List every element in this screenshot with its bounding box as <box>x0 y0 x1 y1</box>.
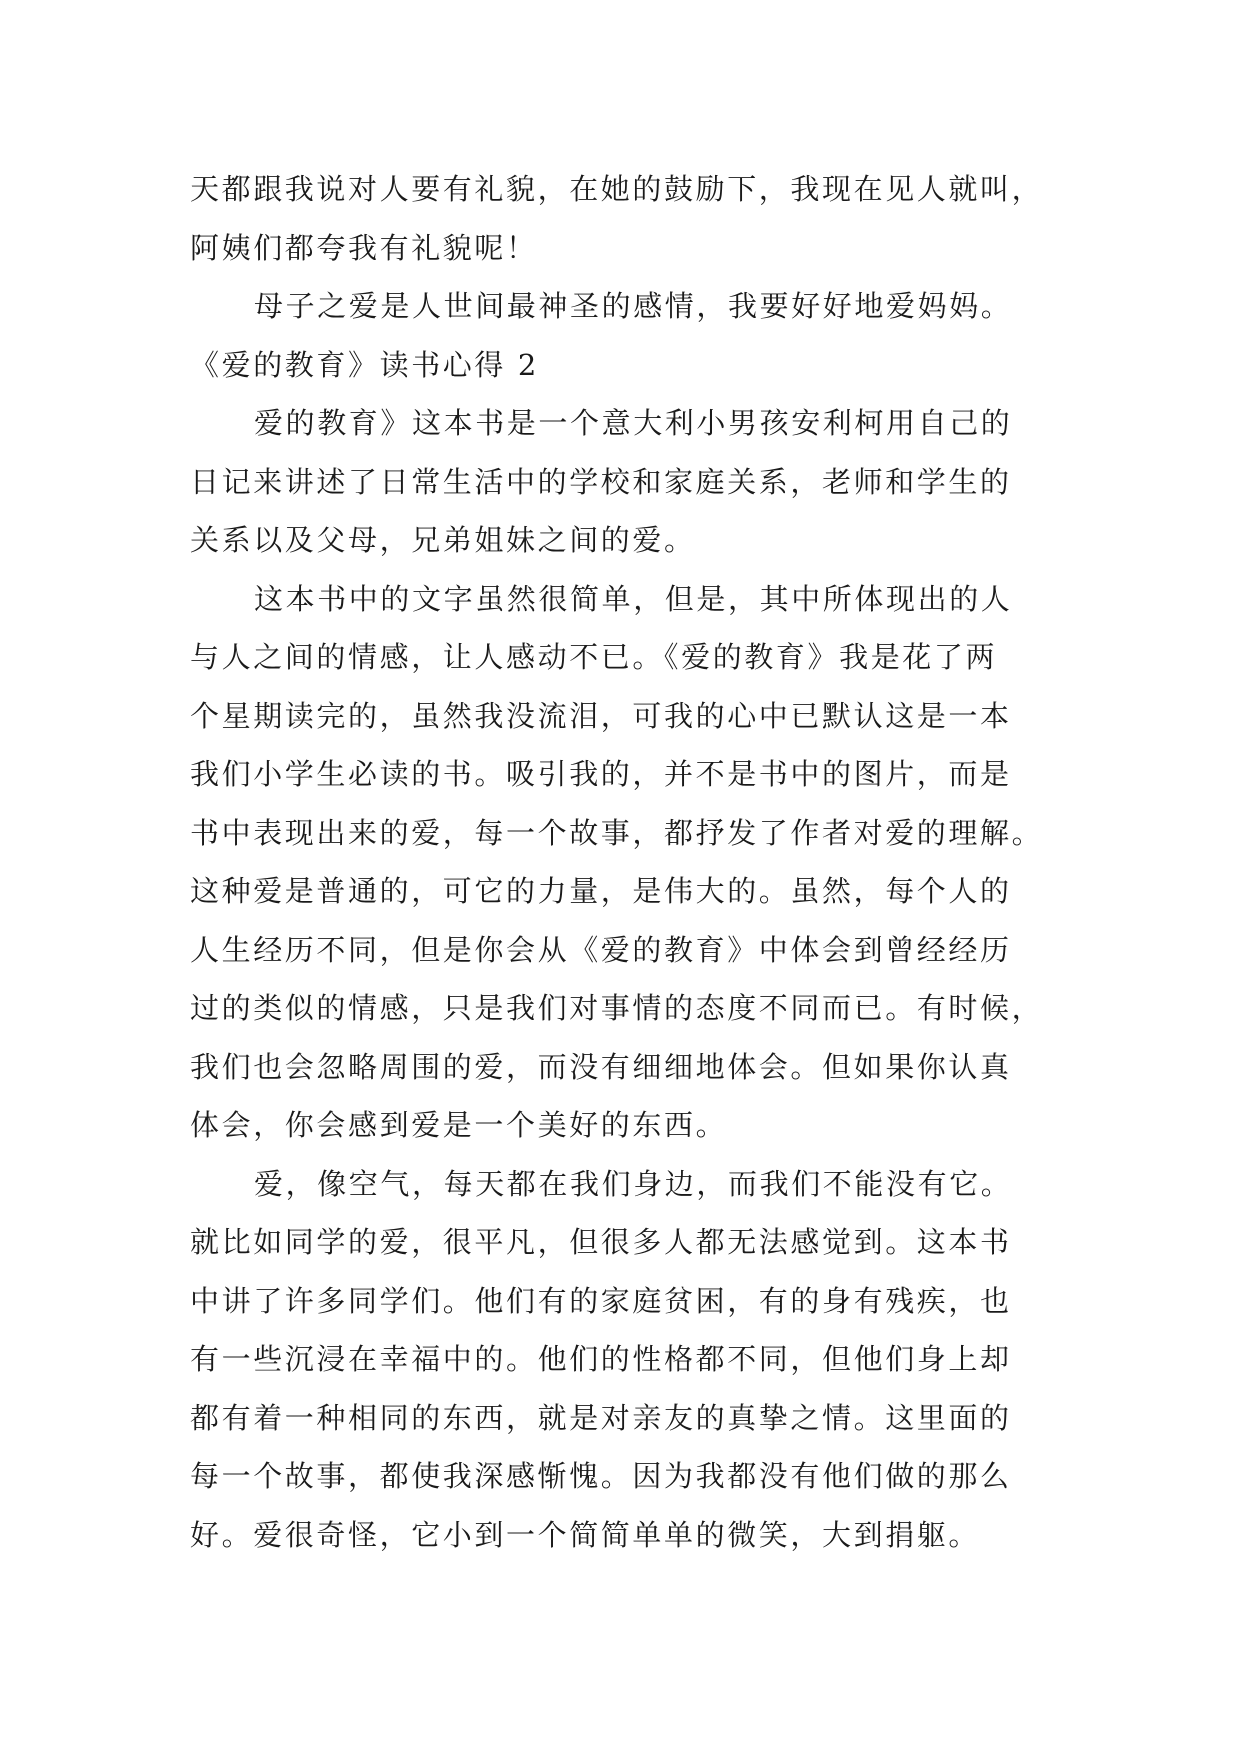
paragraph <box>190 394 1070 570</box>
text-line: 就比如同学的爱，很平凡，但很多人都无法感觉到。这本书 <box>190 1225 1012 1259</box>
text-line: 体会，你会感到爱是一个美好的东西。 <box>190 1108 728 1142</box>
text-line: 每一个故事，都使我深感惭愧。因为我都没有他们做的那么 <box>190 1459 1012 1493</box>
text-line: 都有着一种相同的东西，就是对亲友的真挚之情。这里面的 <box>190 1400 1012 1435</box>
text-line: 有一些沉浸在幸福中的。他们的性格都不同，但他们身上却 <box>190 1342 1012 1376</box>
section-title-text: 《爱的教育》读书心得 2 <box>190 347 539 382</box>
paragraph-continuation <box>190 160 1070 277</box>
text-line: 爱的教育》这本书是一个意大利小男孩安利柯用自己的 <box>254 406 1013 440</box>
text-line: 这本书中的文字虽然很简单，但是，其中所体现出的人 <box>254 581 1013 616</box>
text-line: 日记来讲述了日常生活中的学校和家庭关系，老师和学生的 <box>190 464 1012 499</box>
text-line: 爱，像空气，每天都在我们身边，而我们不能没有它。 <box>254 1166 1013 1201</box>
paragraph <box>190 277 1070 336</box>
section-title <box>190 336 1070 395</box>
paragraph <box>190 570 1070 1155</box>
text-line: 这种爱是普通的，可它的力量，是伟大的。虽然，每个人的 <box>190 874 1012 908</box>
text-line: 好。爱很奇怪，它小到一个简简单单的微笑，大到捐躯。 <box>190 1517 981 1552</box>
text-line: 阿姨们都夸我有礼貌呢！ <box>190 230 538 265</box>
text-line: 书中表现出来的爱，每一个故事，都抒发了作者对爱的理解。 <box>190 815 1044 850</box>
text-line: 我们小学生必读的书。吸引我的，并不是书中的图片，而是 <box>190 757 1012 791</box>
text-line: 个星期读完的，虽然我没流泪，可我的心中已默认这是一本 <box>190 698 1012 733</box>
document-body <box>190 160 1070 1564</box>
text-line: 中讲了许多同学们。他们有的家庭贫困，有的身有残疾，也 <box>190 1283 1012 1318</box>
text-line: 母子之爱是人世间最神圣的感情，我要好好地爱妈妈。 <box>254 289 1013 323</box>
text-line: 与人之间的情感，让人感动不已。《爱的教育》我是花了两 <box>190 640 998 674</box>
text-line: 我们也会忽略周围的爱，而没有细细地体会。但如果你认真 <box>190 1049 1012 1084</box>
text-line: 过的类似的情感，只是我们对事情的态度不同而已。有时候， <box>190 991 1044 1025</box>
text-line: 天都跟我说对人要有礼貌，在她的鼓励下，我现在见人就叫， <box>190 172 1044 206</box>
text-line: 关系以及父母，兄弟姐妹之间的爱。 <box>190 523 696 557</box>
paragraph <box>190 1155 1070 1565</box>
text-line: 人生经历不同，但是你会从《爱的教育》中体会到曾经经历 <box>190 932 1012 967</box>
